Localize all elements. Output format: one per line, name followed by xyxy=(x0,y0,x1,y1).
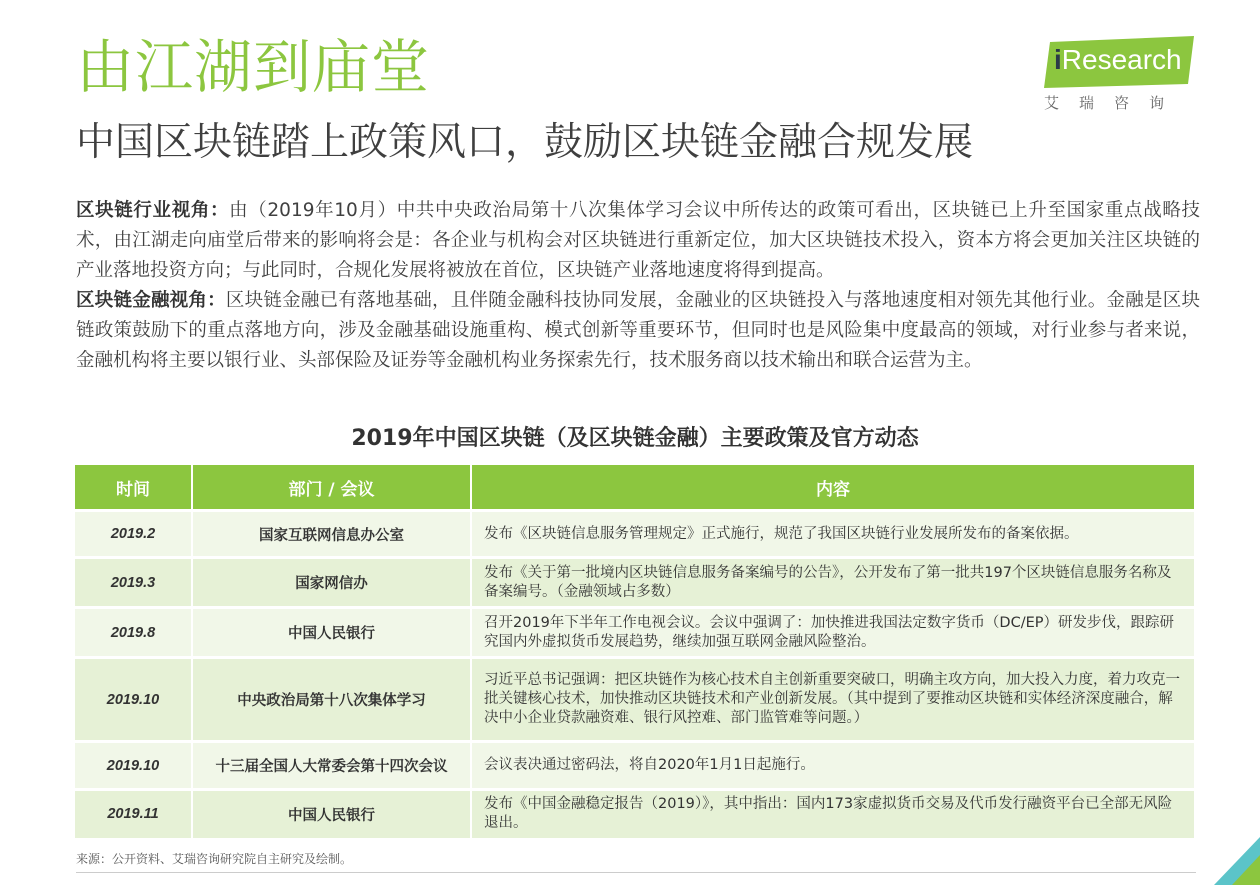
row-date: 2019.10 xyxy=(75,658,192,742)
industry-perspective-text: 由（2019年10月）中共中央政治局第十八次集体学习会议中所传达的政策可看出，区块链已上升至国家重点战略技术，由江湖走向庙堂后带来的影响将会是：各企业与机构会对区块链进行重新定位，加大区块链技术投入，资本方将会更加关注区块链的产业落地投资方向；与此同时，合规化发展将被放在首位，区块链产业落地速度将得到提高。 xyxy=(76,200,1200,281)
logo-badge xyxy=(1044,36,1196,88)
header-time: 时间 xyxy=(75,465,192,511)
finance-perspective-label: 区块链金融视角： xyxy=(76,290,226,311)
page-subtitle: 中国区块链踏上政策风口，鼓励区块链金融合规发展 xyxy=(76,120,974,165)
table-row xyxy=(75,608,1194,658)
logo-wordmark: iResearch xyxy=(1054,44,1182,75)
row-date: 2019.10 xyxy=(75,742,192,790)
row-department: 中国人民银行 xyxy=(192,790,471,838)
row-content: 习近平总书记强调：把区块链作为核心技术自主创新重要突破口，明确主攻方向，加大投入力度，着力攻克一批关键核心技术，加快推动区块链技术和产业创新发展。（其中提到了要推动区块链和实体经济深度融合，解决中小企业贷款融资难、银行风控难、部门监管难等问题。） xyxy=(471,658,1194,742)
industry-perspective-paragraph xyxy=(76,196,1200,286)
row-department: 十三届全国人大常委会第十四次会议 xyxy=(192,742,471,790)
row-content: 发布《区块链信息服务管理规定》正式施行，规范了我国区块链行业发展所发布的备案依据。 xyxy=(471,511,1194,558)
industry-perspective-label: 区块链行业视角： xyxy=(76,200,230,221)
row-department: 中国人民银行 xyxy=(192,608,471,658)
table-row xyxy=(75,558,1194,608)
header-department: 部门 / 会议 xyxy=(192,465,471,511)
finance-perspective-text: 区块链金融已有落地基础，且伴随金融科技协同发展，金融业的区块链投入与落地速度相对领先其他行业。金融是区块链政策鼓励下的重点落地方向，涉及金融基础设施重构、模式创新等重要环节，但同时也是风险集中度最高的领域，对行业参与者来说，金融机构将主要以银行业、头部保险及证券等金融机构业务探索先行，技术服务商以技术输出和联合运营为主。 xyxy=(76,290,1200,371)
row-date: 2019.8 xyxy=(75,608,192,658)
row-department: 国家网信办 xyxy=(192,558,471,608)
row-content: 会议表决通过密码法，将自2020年1月1日起施行。 xyxy=(471,742,1194,790)
finance-perspective-paragraph xyxy=(76,286,1200,376)
table-title: 2019年中国区块链（及区块链金融）主要政策及官方动态 xyxy=(351,426,919,451)
row-date: 2019.11 xyxy=(75,790,192,838)
page-title: 由江湖到庙堂 xyxy=(76,33,431,101)
row-date: 2019.3 xyxy=(75,558,192,608)
row-content: 召开2019年下半年工作电视会议。会议中强调了：加快推进我国法定数字货币（DC/EP）研发步伐，跟踪研究国内外虚拟货币发展趋势，继续加强互联网金融风险整治。 xyxy=(471,608,1194,658)
table-row xyxy=(75,658,1194,742)
corner-decoration xyxy=(1200,825,1260,885)
row-department: 国家互联网信息办公室 xyxy=(192,511,471,558)
intro-text xyxy=(76,196,1200,376)
row-department: 中央政治局第十八次集体学习 xyxy=(192,658,471,742)
table-row xyxy=(75,742,1194,790)
logo-chinese-name: 艾瑞咨询 xyxy=(1044,94,1185,112)
row-content: 发布《中国金融稳定报告（2019）》，其中指出：国内173家虚拟货币交易及代币发行融资平台已全部无风险退出。 xyxy=(471,790,1194,838)
header-content: 内容 xyxy=(471,465,1194,511)
table-row xyxy=(75,511,1194,558)
iresearch-logo xyxy=(1040,36,1200,112)
source-note: 来源：公开资料、艾瑞咨询研究院自主研究及绘制。 xyxy=(76,852,353,866)
footer-divider xyxy=(76,872,1196,873)
table-row xyxy=(75,790,1194,838)
policy-table xyxy=(75,465,1194,838)
row-content: 发布《关于第一批境内区块链信息服务备案编号的公告》，公开发布了第一批共197个区块链信息服务名称及备案编号。（金融领域占多数） xyxy=(471,558,1194,608)
table-header-row xyxy=(75,465,1194,511)
row-date: 2019.2 xyxy=(75,511,192,558)
